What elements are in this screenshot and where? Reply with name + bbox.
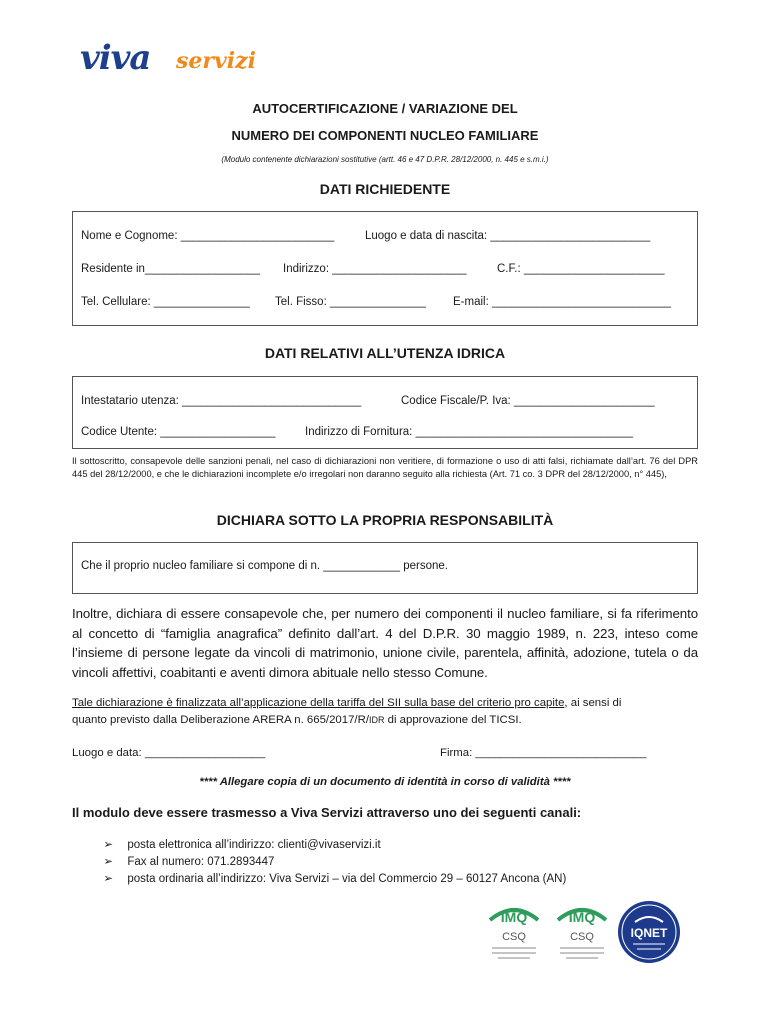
field-indirizzo-fornitura[interactable]: Indirizzo di Fornitura: __________________________________ xyxy=(305,426,634,438)
iqnet-logo-graphic xyxy=(617,900,681,964)
dichiara-box xyxy=(72,542,698,594)
imq-logo-graphic xyxy=(482,900,546,964)
imq-sub-text: CSQ xyxy=(502,931,526,943)
form-title-line-2: NUMERO DEI COMPONENTI NUCLEO FAMILIARE xyxy=(231,128,539,143)
arrow-bullet-icon: ➢ xyxy=(103,873,114,885)
canale-item-label: Fax al numero: 071.2893447 xyxy=(127,856,275,868)
richiedente-box xyxy=(72,211,698,326)
famiglia-anagrafica-paragraph: Inoltre, dichiara di essere consapevole che, per numero dei componenti il nucleo familiare, si fa riferimento al concetto di “famiglia anagrafica” definito dall’art. 4 del D.P.R. 30 maggio 1989, n. 223, inteso come l’insieme di persone legate da vincoli di matrimonio, unione civile, parentela, affinità, adozione, tutela o da vincoli affettivi, coabitanti e aventi dimora abituale nello stesso Comune. xyxy=(72,606,698,680)
logo-servizi-text: servizi xyxy=(176,48,256,74)
imq-brand-text: IMQ xyxy=(500,909,528,925)
field-tel-fisso[interactable]: Tel. Fisso: _______________ xyxy=(275,296,426,308)
imq-certification-logo-2 xyxy=(550,900,614,964)
field-codice-fiscale-piva[interactable]: Codice Fiscale/P. Iva: ______________________ xyxy=(401,395,655,407)
canale-item-label: posta ordinaria all’indirizzo: Viva Servizi – via del Commercio 29 – 60127 Ancona (AN) xyxy=(127,873,567,885)
field-firma[interactable]: Firma: ___________________________ xyxy=(440,747,647,759)
allegare-documento-note: **** Allegare copia di un documento di identità in corso di validità **** xyxy=(199,776,571,788)
iqnet-brand-text: IQNET xyxy=(630,926,668,940)
canali-heading: Il modulo deve essere trasmesso a Viva Servizi attraverso uno dei seguenti canali: xyxy=(72,805,582,820)
finalita-deliberazione-text: quanto previsto dalla Deliberazione ARERA n. 665/2017/R/ xyxy=(72,714,369,726)
logo-viva-text: viva xyxy=(80,38,151,78)
field-intestatario-utenza[interactable]: Intestatario utenza: ____________________________ xyxy=(81,395,362,407)
field-luogo-data-nascita[interactable]: Luogo e data di nascita: _________________________ xyxy=(365,230,651,242)
field-luogo-data[interactable]: Luogo e data: ___________________ xyxy=(72,747,266,759)
viva-servizi-logo xyxy=(80,38,270,84)
legal-disclaimer: Il sottoscritto, consapevole delle sanzioni penali, nel caso di dichiarazioni non veritiere, di formazione o uso di atti falsi, richiamate dall’art. 76 del DPR 445 del 28/12/2000, e che le dichiarazioni incomplete e/o irregolari non daranno seguito alla richiesta (Art. 71 co. 3 DPR del 28/12/2000, n° 445), xyxy=(72,456,698,479)
form-subtitle: (Modulo contenente dichiarazioni sostitutive (artt. 46 e 47 D.P.R. 28/12/2000, n. 445 e s.m.i.) xyxy=(221,155,549,164)
imq-brand-text: IMQ xyxy=(568,909,596,925)
field-codice-utente[interactable]: Codice Utente: __________________ xyxy=(81,426,276,438)
imq-logo-graphic xyxy=(550,900,614,964)
finalita-line-2 xyxy=(72,712,698,729)
field-nome-cognome[interactable]: Nome e Cognome: ________________________ xyxy=(81,230,335,242)
section-heading-richiedente: DATI RICHIEDENTE xyxy=(319,181,451,197)
section-heading-dichiara: DICHIARA SOTTO LA PROPRIA RESPONSABILITÀ xyxy=(216,512,554,528)
utenza-box xyxy=(72,376,698,449)
iqnet-certification-logo xyxy=(617,900,681,964)
field-email[interactable]: E-mail: ____________________________ xyxy=(453,296,672,308)
canale-item-label: posta elettronica all’indirizzo: clienti@vivaservizi.it xyxy=(127,839,381,851)
form-title-line-1: AUTOCERTIFICAZIONE / VARIAZIONE DEL xyxy=(252,101,518,116)
field-tel-cellulare[interactable]: Tel. Cellulare: _______________ xyxy=(81,296,250,308)
field-indirizzo[interactable]: Indirizzo: _____________________ xyxy=(283,263,467,275)
finalita-underlined-text: Tale dichiarazione è finalizzata all’applicazione della tariffa del SII sulla base del criterio pro capite xyxy=(72,697,565,709)
arrow-bullet-icon: ➢ xyxy=(103,856,114,868)
finalita-idr-text: IDR xyxy=(368,715,385,725)
finalita-rest-text: , ai sensi di xyxy=(564,697,622,709)
field-codice-fiscale[interactable]: C.F.: ______________________ xyxy=(497,263,665,275)
canale-item-posta xyxy=(97,859,566,885)
imq-certification-logo xyxy=(482,900,546,964)
arrow-bullet-icon: ➢ xyxy=(103,839,114,851)
field-numero-componenti[interactable]: Che il proprio nucleo familiare si compone di n. ____________ persone. xyxy=(81,560,448,572)
finalita-line-1 xyxy=(72,695,712,712)
imq-sub-text: CSQ xyxy=(570,931,594,943)
field-residente[interactable]: Residente in__________________ xyxy=(81,263,261,275)
section-heading-utenza: DATI RELATIVI ALL’UTENZA IDRICA xyxy=(264,345,506,361)
finalita-ticsi-text: di approvazione del TICSI. xyxy=(384,714,522,726)
